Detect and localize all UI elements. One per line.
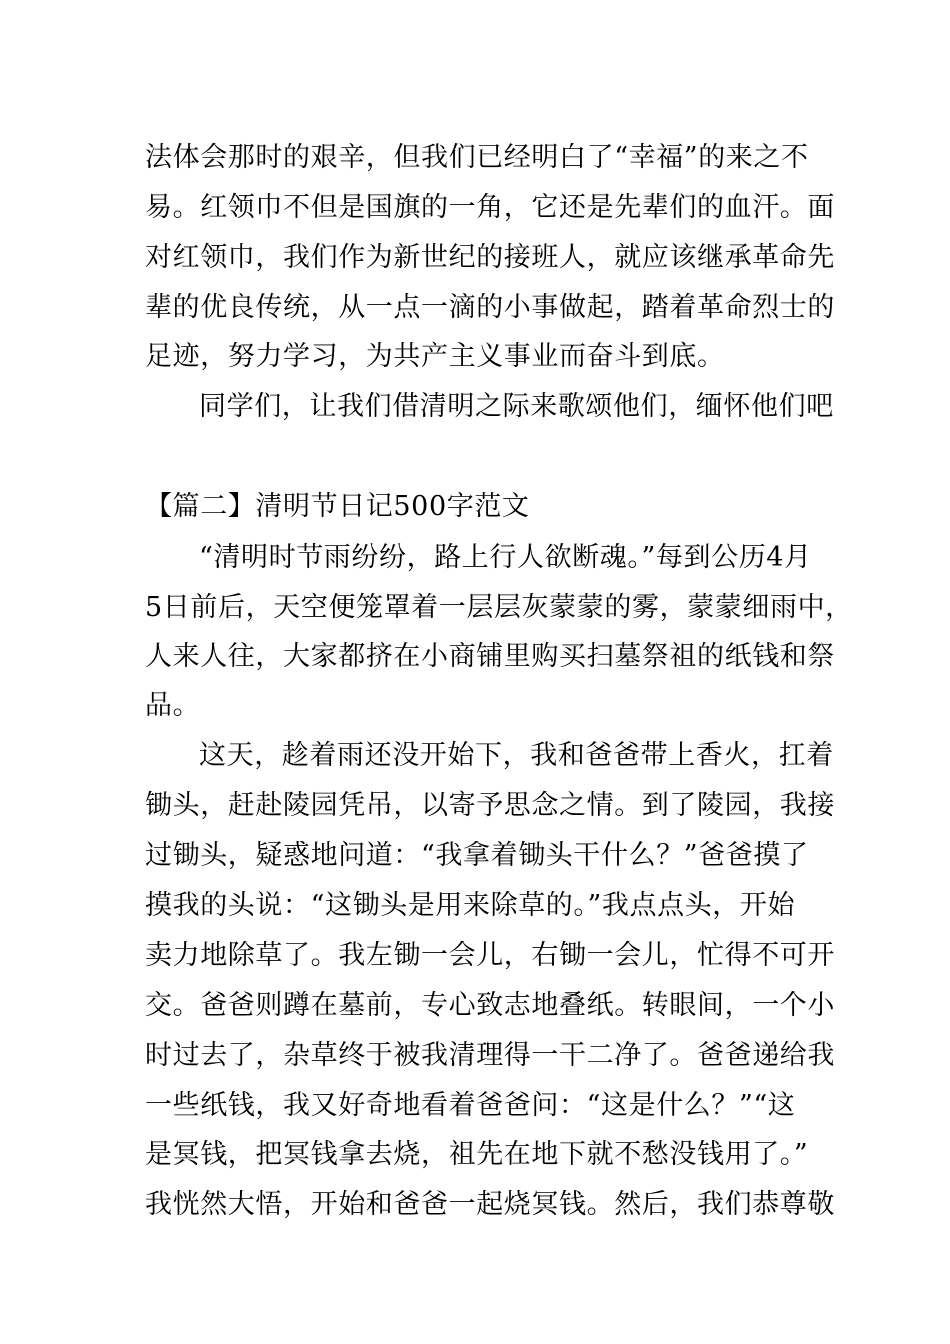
paragraph-line: 摸我的头说：“这锄头是用来除草的。”我点点头，开始 [145, 890, 796, 921]
paragraph-line: 过锄头，疑惑地问道：“我拿着锄头干什么？”爸爸摸了 [145, 840, 809, 871]
paragraph-line: 5日前后，天空便笼罩着一层层灰蒙蒙的雾，蒙蒙细雨中， [145, 592, 853, 623]
paragraph-line: 时过去了，杂草终于被我清理得一干二净了。爸爸递给我 [145, 1040, 835, 1071]
paragraph-line: 交。爸爸则蹲在墓前，专心致志地叠纸。转眼间，一个小 [145, 990, 835, 1021]
section-heading: 【篇二】清明节日记500字范文 [145, 491, 530, 522]
paragraph-line: 这天，趁着雨还没开始下，我和爸爸带上香火，扛着 [199, 740, 834, 771]
paragraph-line: 足迹，努力学习，为共产主义事业而奋斗到底。 [145, 341, 725, 372]
paragraph-line: “清明时节雨纷纷，路上行人欲断魂。”每到公历4月 [199, 542, 812, 573]
paragraph-line: 品。 [145, 690, 201, 721]
paragraph-line: 法体会那时的艰辛，但我们已经明白了“幸福”的来之不 [145, 142, 809, 173]
paragraph-line: 辈的优良传统，从一点一滴的小事做起，踏着革命烈士的 [145, 292, 835, 323]
paragraph-line: 锄头，赶赴陵园凭吊，以寄予思念之情。到了陵园，我接 [145, 790, 835, 821]
paragraph-line: 卖力地除草了。我左锄一会儿，右锄一会儿，忙得不可开 [145, 940, 835, 971]
paragraph-line: 是冥钱，把冥钱拿去烧，祖先在地下就不愁没钱用了。” [145, 1139, 809, 1170]
paragraph-line: 对红领巾，我们作为新世纪的接班人，就应该继承革命先 [145, 242, 835, 273]
paragraph-line: 易。红领巾不但是国旗的一角，它还是先辈们的血汗。面 [145, 192, 835, 223]
paragraph-line: 同学们，让我们借清明之际来歌颂他们，缅怀他们吧 [199, 391, 834, 422]
paragraph-line: 人来人往，大家都挤在小商铺里购买扫墓祭祖的纸钱和祭 [145, 641, 835, 672]
paragraph-line: 一些纸钱，我又好奇地看着爸爸问：“这是什么？”“这 [145, 1090, 796, 1121]
paragraph-line: 我恍然大悟，开始和爸爸一起烧冥钱。然后，我们恭尊敬 [145, 1189, 835, 1220]
